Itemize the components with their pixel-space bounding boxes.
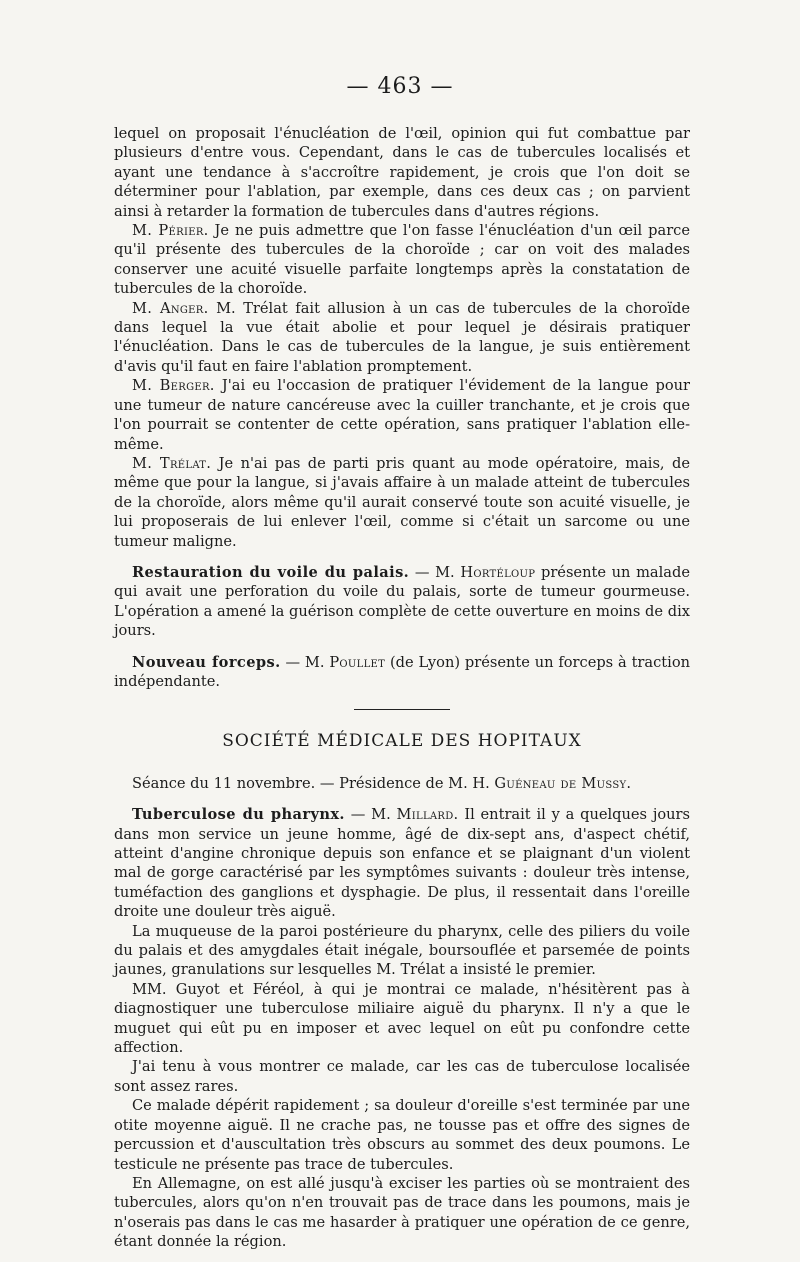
speaker-name: M. Trélat. [132, 454, 212, 472]
paragraph-text: présente un malade qui avait une perforation du voile du palais, sorte de tumeur gourmeuse. L'opération a amené la guérison complète de cette ouverture en moins de dix jours. [114, 563, 690, 640]
paragraph-text: Je n'ai pas de parti pris quant au mode opératoire, mais, de même que pour la langue, si j'avais affaire à un malade atteint de tubercules de la choroïde, alors même qu'il aurait conservé toute son acuité visuelle, je lui proposerais de lui enlever l'œil, comme si c'était un sarcome ou une tumeur maligne. [114, 454, 690, 550]
speaker-name: M. Anger. [132, 299, 209, 317]
paragraph-text: La muqueuse de la paroi postérieure du pharynx, celle des piliers du voile du palais et des amygdales était inégale, boursouflée et parsemée de points jaunes, granulations sur lesquelles M. Trélat a insisté le premier. [114, 922, 690, 979]
paragraph-text: Ce malade dépérit rapidement ; sa douleur d'oreille s'est terminée par une otite moyenne aiguë. Il ne crache pas, ne tousse pas et offre des signes de percussion et d'auscultation très obscurs au sommet des deux poumons. Le testicule ne présente pas trace de tubercules. [114, 1097, 690, 1173]
paragraph [114, 922, 690, 980]
paragraph-text: M. Trélat fait allusion à un cas de tubercules de la choroïde dans lequel la vue était abolie et pour lequel je désirais pratiquer l'énucléation. Dans le cas de tubercules de la langue, je suis entièrement d'avis qu'il faut en faire l'ablation promptement. [114, 299, 691, 375]
page-number: — 463 — [346, 74, 454, 99]
paragraph [114, 454, 690, 551]
spacer [114, 793, 690, 805]
paragraph-text: J'ai eu l'occasion de pratiquer l'évidement de la langue pour une tumeur de nature cancéreuse avec la cuiller tranchante, et je crois que l'on pourrait se contenter de cette opération, sans pratiquer l'ablation elle-même. [114, 377, 691, 453]
seance-line [114, 774, 690, 793]
paragraph [114, 1096, 690, 1174]
section-divider [354, 709, 450, 710]
speaker-name: Hortéloup [460, 563, 536, 581]
speaker-name: Millard. [396, 806, 459, 824]
paragraph-text: Je ne puis admettre que l'on fasse l'énucléation d'un œil parce qu'il présente des tubercules de la choroïde ; car on voit des malades conserver une acuité visuelle parfaite longtemps après la constatation de tubercules de la choroïde. [114, 222, 690, 298]
paragraph [114, 376, 690, 454]
section-heading: Restauration du voile du palais. [132, 563, 410, 581]
paragraph [114, 124, 690, 221]
society-title: SOCIÉTÉ MÉDICALE DES HOPITAUX [222, 731, 582, 752]
paragraph-text: En Allemagne, on est allé jusqu'à exciser les parties où se montraient des tubercules, alors qu'on n'en trouvait pas de trace dans les poumons, mais je n'oserais pas dans le cas me hasarder à pratiquer une opération de ce genre, étant donnée la région. [114, 1174, 690, 1251]
paragraph-text: (de Lyon) présente un forceps à traction indépendante. [114, 653, 691, 690]
paragraph [114, 299, 690, 377]
section-heading: Tuberculose du pharynx. [132, 806, 345, 824]
heading-dash: — M. [285, 653, 330, 671]
paragraph-text: lequel on proposait l'énucléation de l'œil, opinion qui fut combattue par plusieurs d'entre vous. Cependant, dans le cas de tubercules localisés et ayant une tendance à s'accroître rapidement, je crois que l'on doit se déterminer pour l'ablation, par exemple, dans ces deux cas ; on parvient ainsi à retarder la formation de tubercules dans d'autres régions. [114, 125, 690, 220]
paragraph [114, 805, 690, 921]
heading-dash: — M. [414, 563, 461, 581]
president-name: Guéneau de Mussy. [494, 774, 632, 792]
seance-text: Séance du 11 novembre. — Présidence de M. H. [132, 774, 495, 792]
body-text [114, 124, 690, 1252]
spacer [114, 551, 690, 563]
speaker-name: M. Périer. [132, 222, 209, 240]
paragraph [114, 980, 690, 1058]
paragraph [114, 563, 690, 641]
paragraph-text: MM. Guyot et Féréol, à qui je montrai ce malade, n'hésitèrent pas à diagnostiquer une tuberculose miliaire aiguë du pharynx. Il n'y a que le muguet qui eût pu en imposer et avec lequel on eût pu confondre cette affection. [114, 980, 690, 1057]
paragraph [114, 653, 690, 692]
paragraph [114, 221, 690, 299]
section-heading: Nouveau forceps. [132, 653, 281, 671]
paragraph-text: J'ai tenu à vous montrer ce malade, car les cas de tuberculose localisée sont assez rares. [114, 1058, 690, 1095]
heading-dash: — M. [350, 806, 397, 824]
paragraph [114, 1057, 690, 1096]
speaker-name: M. Berger. [132, 377, 215, 395]
paragraph-text: Il entrait il y a quelques jours dans mon service un jeune homme, âgé de dix-sept ans, d'aspect chétif, atteint d'angine chronique depuis son enfance et se plaignant d'un violent mal de gorge caractérisé par les symptômes suivants : douleur très intense, tuméfaction des ganglions et dysphagie. De plus, il ressentait dans l'oreille droite une douleur très aiguë. [114, 806, 691, 921]
spacer [114, 641, 690, 653]
paragraph [114, 1174, 690, 1252]
speaker-name: Poullet [329, 653, 386, 671]
